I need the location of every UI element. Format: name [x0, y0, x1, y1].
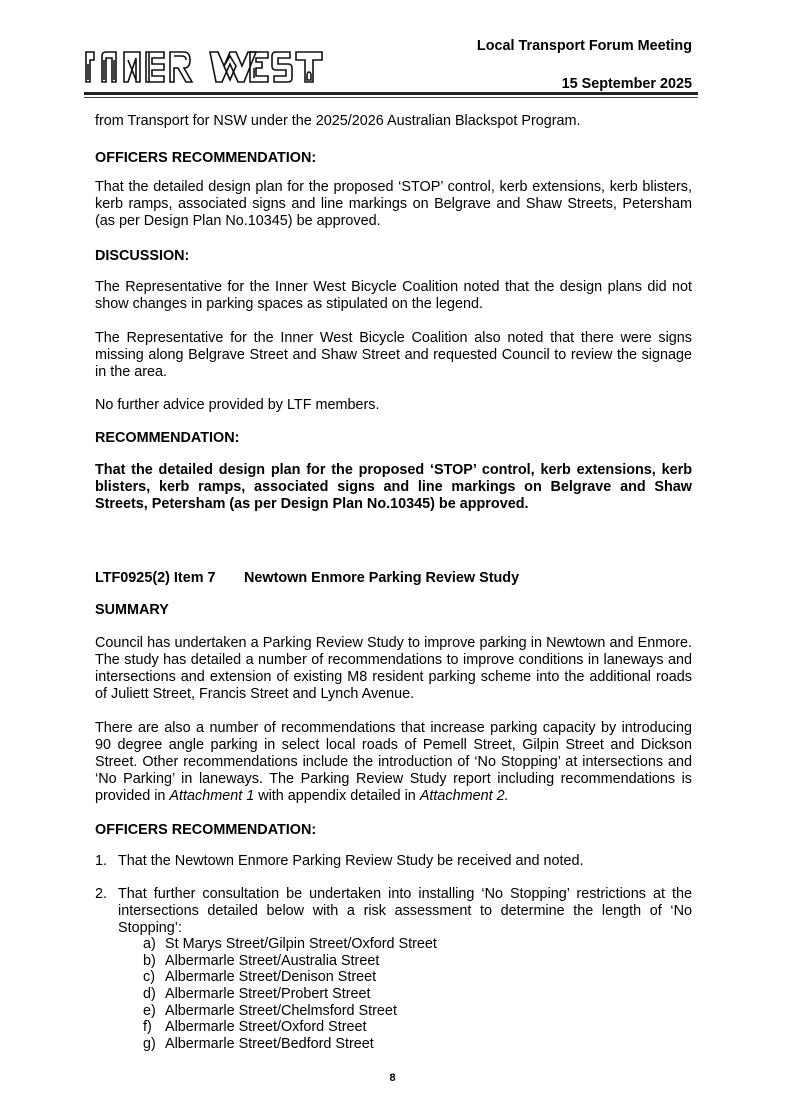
recommendation-text: That the detailed design plan for the proposed ‘STOP’ control, kerb extensions, kerb blisters, kerb ramps, associated signs and line markings on Belgrave and Shaw Streets, Petersham (as per Design Plan No.10345) be approved.: [95, 462, 692, 512]
sublist-letter: b): [143, 953, 156, 969]
heading-discussion: DISCUSSION:: [95, 248, 190, 264]
list-item: That the Newtown Enmore Parking Review Study be received and noted.: [118, 853, 584, 869]
heading-officers-recommendation-2: OFFICERS RECOMMENDATION:: [95, 822, 317, 838]
sublist-item: St Marys Street/Gilpin Street/Oxford Street: [165, 936, 437, 952]
paragraph: That the detailed design plan for the proposed ‘STOP’ control, kerb extensions, kerb blisters, kerb ramps, associated signs and line markings on Belgrave and Shaw Streets, Petersham (as per Design Plan No.10345) be approved.: [95, 179, 692, 229]
sublist-letter: d): [143, 986, 156, 1002]
heading-recommendation: RECOMMENDATION:: [95, 430, 240, 446]
heading-summary: SUMMARY: [95, 602, 169, 618]
inner-west-logo: [84, 50, 334, 84]
list-number: 1.: [95, 853, 108, 869]
attachment-2-ref: Attachment 2.: [419, 788, 509, 804]
paragraph: No further advice provided by LTF members.: [95, 397, 380, 413]
sublist-letter: a): [143, 936, 156, 952]
sublist-item: Albermarle Street/Denison Street: [165, 969, 377, 985]
item-title: Newtown Enmore Parking Review Study: [244, 570, 520, 586]
sublist-item: Albermarle Street/Chelmsford Street: [165, 1003, 397, 1019]
sublist-item: Albermarle Street/Australia Street: [165, 953, 380, 969]
sublist-letter: g): [143, 1036, 156, 1052]
item-number: LTF0925(2) Item 7: [95, 570, 216, 586]
meeting-title: Local Transport Forum Meeting: [476, 38, 692, 54]
paragraph: The Representative for the Inner West Bicycle Coalition also noted that there were signs missing along Belgrave Street and Shaw Street and requested Council to review the signage in the area.: [95, 330, 692, 380]
sublist-item: Albermarle Street/Bedford Street: [165, 1036, 374, 1052]
sublist-item: Albermarle Street/Oxford Street: [165, 1019, 367, 1035]
header-rule-thin: [84, 97, 698, 98]
heading-officers-recommendation: OFFICERS RECOMMENDATION:: [95, 150, 317, 166]
paragraph: Council has undertaken a Parking Review Study to improve parking in Newtown and Enmore. The study has detailed a number of recommendations to improve conditions in laneways and intersections and extension of existing M8 resident parking scheme into the additional roads of Juliett Street, Francis Street and Lynch Avenue.: [95, 635, 692, 702]
list-number: 2.: [95, 886, 108, 902]
list-item: That further consultation be undertaken into installing ‘No Stopping’ restrictions at the intersections detailed below with a risk assessment to determine the length of ‘No Stopping’:: [118, 886, 692, 936]
header-rule: [84, 92, 698, 95]
sublist-letter: f): [143, 1019, 152, 1035]
paragraph: The Representative for the Inner West Bicycle Coalition noted that the design plans did not show changes in parking spaces as stipulated on the legend.: [95, 279, 692, 312]
paragraph: There are also a number of recommendations that increase parking capacity by introducing 90 degree angle parking in select local roads of Pemell Street, Gilpin Street and Dickson Street. Other recommendations include the introduction of ‘No Stopping’ at intersections and ‘No Parking’ in laneways. The Parking Review Study report including recommendations is provided in Attachment 1 with appendix detailed in Attachment 2.: [95, 720, 692, 804]
sublist-letter: c): [143, 969, 155, 985]
page-number: 8: [389, 1072, 396, 1084]
sublist-letter: e): [143, 1003, 156, 1019]
attachment-1-ref: Attachment 1: [169, 788, 255, 804]
paragraph: from Transport for NSW under the 2025/2026 Australian Blackspot Program.: [95, 113, 581, 129]
meeting-date: 15 September 2025: [561, 76, 692, 92]
sublist-item: Albermarle Street/Probert Street: [165, 986, 371, 1002]
